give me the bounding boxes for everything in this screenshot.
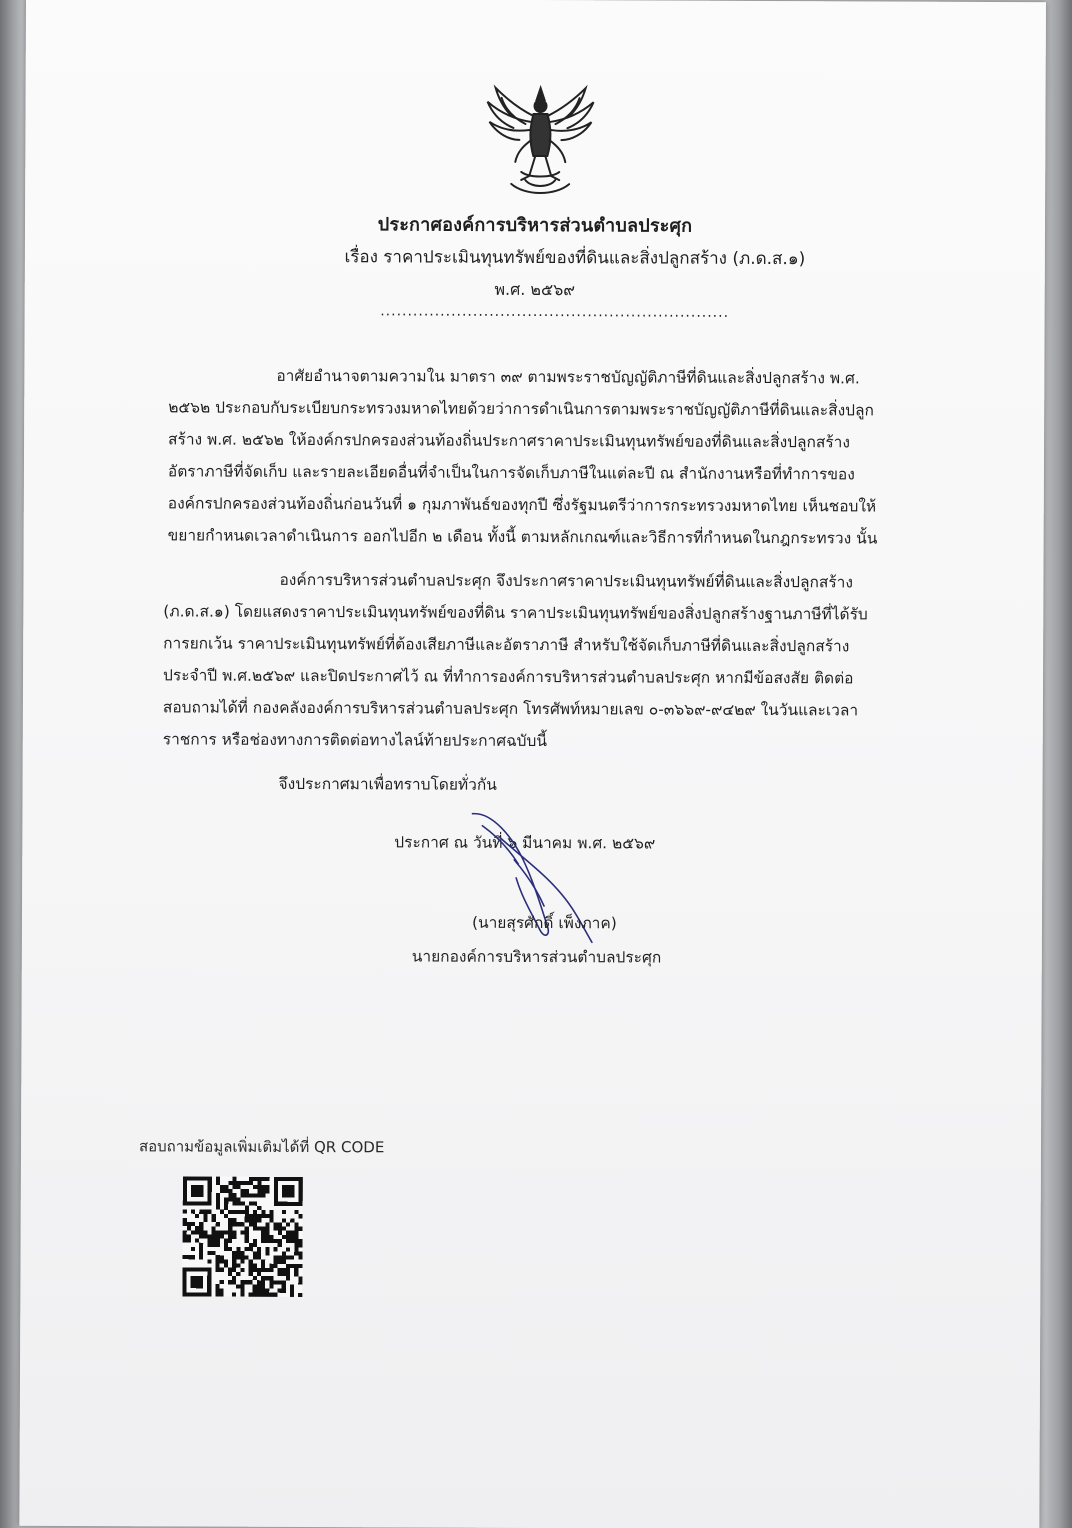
paragraph1-line: ขยายกำหนดเวลาดำเนินการ ออกไปอีก ๒ เดือน ทั้งนี้ ตามหลักเกณฑ์และวิธีการที่กำหนดในกฎกระทรวง นั้น [167,526,878,548]
paragraph1-line: สร้าง พ.ศ. ๒๕๖๒ ให้องค์กรปกครองส่วนท้องถิ่นประกาศราคาประเมินทุนทรัพย์ของที่ดินและสิ่งปลูกสร้าง [168,430,850,452]
paragraph2-line: องค์การบริหารส่วนตำบลประศุก จึงประกาศราคาประเมินทุนทรัพย์ที่ดินและสิ่งปลูกสร้าง [279,570,854,592]
announcement-date: ประกาศ ณ วันที่ ๖ มีนาคม พ.ศ. ๒๕๖๙ [394,833,656,853]
paragraph2-line: ราชการ หรือช่องทางการติดต่อทางไลน์ท้ายประกาศฉบับนี้ [162,730,547,751]
garuda-emblem-icon [481,80,600,201]
signer-name: (นายสุรศักดิ์ เพ็งภาค) [471,913,617,933]
paragraph2-line: (ภ.ด.ส.๑) โดยแสดงราคาประเมินทุนทรัพย์ของที่ดิน ราคาประเมินทุนทรัพย์ของสิ่งปลูกสร้างฐานภาษีที่ได้รับ [163,602,868,624]
qr-label: สอบถามข้อมูลเพิ่มเติมได้ที่ QR CODE [138,1137,385,1157]
paragraph2-line: ประจำปี พ.ศ.๒๕๖๙ และปิดประกาศไว้ ณ ที่ทำการองค์การบริหารส่วนตำบลประศุก หากมีข้อสงสัย ติดต่อ [163,666,854,688]
paragraph2-line: สอบถามได้ที่ กองคลังองค์การบริหารส่วนตำบลประศุก โทรศัพท์หมายเลข ๐-๓๖๖๙-๙๔๒๙ ในวันและเวลา [162,698,859,720]
document-year: พ.ศ. ๒๕๖๙ [494,279,576,300]
document-subject: เรื่อง ราคาประเมินทุนทรัพย์ของที่ดินและสิ่งปลูกสร้าง (ภ.ด.ส.๑) [344,247,806,270]
document-title: ประกาศองค์การบริหารส่วนตำบลประศุก [377,214,693,237]
closing-line: จึงประกาศมาเพื่อทราบโดยทั่วกัน [278,774,497,794]
qr-code-icon[interactable] [182,1176,303,1297]
separator-dots: ................................................................ [380,303,730,321]
signer-position: นายกองค์การบริหารส่วนตำบลประศุก [411,947,662,967]
document-page [19,0,1046,1528]
paragraph1-line: องค์กรปกครองส่วนท้องถิ่นก่อนวันที่ ๑ กุมภาพันธ์ของทุกปี ซึ่งรัฐมนตรีว่าการกระทรวงมหาดไทย เห็นชอบให้ [167,494,877,516]
paragraph2-line: การยกเว้น ราคาประเมินทุนทรัพย์ที่ต้องเสียภาษีและอัตราภาษี สำหรับใช้จัดเก็บภาษีที่ดินและสิ่งปลูกสร้าง [163,634,850,656]
paragraph1-line: อาศัยอำนาจตามความใน มาตรา ๓๙ ตามพระราชบัญญัติภาษีที่ดินและสิ่งปลูกสร้าง พ.ศ. [276,366,860,388]
paragraph1-line: อัตราภาษีที่จัดเก็บ และรายละเอียดอื่นที่จำเป็นในการจัดเก็บภาษีในแต่ละปี ณ สำนักงานหรือที่ทำการของ [167,462,855,484]
paragraph1-line: ๒๕๖๒ ประกอบกับระเบียบกระทรวงมหาดไทยด้วยว่าการดำเนินการตามพระราชบัญญัติภาษีที่ดินและสิ่งปลูก [168,398,874,420]
